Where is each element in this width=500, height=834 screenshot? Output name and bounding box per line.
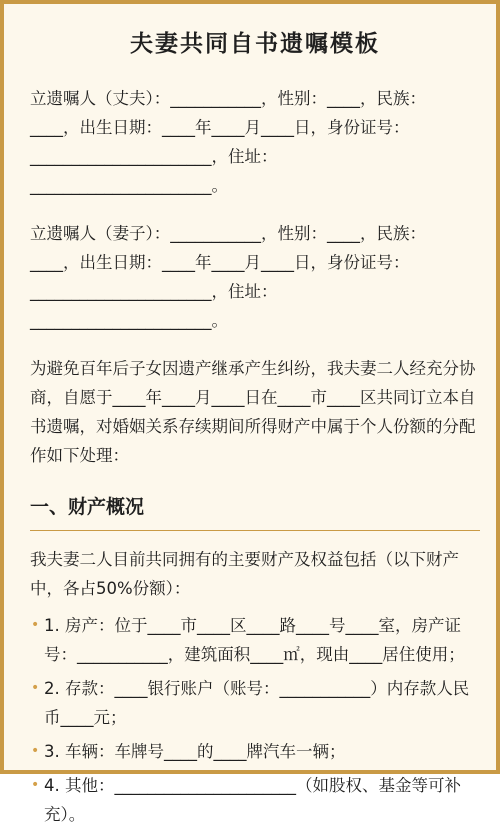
husband-line-2: ____，出生日期：____年____月____日，身份证号：	[30, 118, 410, 137]
husband-block	[30, 84, 480, 200]
wife-line-1: 立遗嘱人（妻子）：___________，性别：____，民族：	[30, 224, 426, 243]
property-list	[30, 611, 480, 829]
spacer	[30, 335, 480, 354]
list-item	[30, 611, 480, 669]
section-heading-property: 一、财产概况	[30, 492, 480, 531]
husband-line-4: ______________________。	[30, 176, 228, 195]
bullet-icon: •	[31, 743, 40, 759]
bullet-icon: •	[31, 680, 40, 696]
wife-block	[30, 219, 480, 335]
wife-line-2: ____，出生日期：____年____月____日，身份证号：	[30, 253, 410, 272]
husband-line-3: ______________________，住址：	[30, 147, 278, 166]
list-item	[30, 737, 480, 766]
list-item-text: 2. 存款：____银行账户（账号：___________）内存款人民币____元；	[44, 679, 470, 727]
section-intro: 我夫妻二人目前共同拥有的主要财产及权益包括（以下财产中，各占50%份额）：	[30, 550, 459, 598]
list-item-text: 3. 车辆：车牌号____的____牌汽车一辆；	[44, 742, 346, 761]
document-title: 夫妻共同自书遗嘱模板	[130, 31, 380, 57]
spacer	[30, 200, 480, 219]
list-item	[30, 771, 480, 829]
bullet-icon: •	[31, 617, 40, 633]
husband-line-1: 立遗嘱人（丈夫）：___________，性别：____，民族：	[30, 89, 426, 108]
list-item	[30, 674, 480, 732]
list-item-text: 4. 其他：______________________（如股权、基金等可补充）。	[44, 776, 461, 824]
bullet-icon: •	[31, 777, 40, 793]
list-item-text: 1. 房产：位于____市____区____路____号____室，房产证号：___________，建筑面积____㎡，现由____居住使用；	[44, 616, 465, 664]
wife-line-4: ______________________。	[30, 311, 228, 330]
wife-line-3: ______________________，住址：	[30, 282, 278, 301]
preamble-paragraph: 为避免百年后子女因遗产继承产生纠纷，我夫妻二人经充分协商，自愿于____年____月____日在____市____区共同订立本自书遗嘱，对婚姻关系存续期间所得财产中属于个人份额的分配作如下处理：	[30, 359, 476, 465]
document-body	[30, 26, 480, 834]
